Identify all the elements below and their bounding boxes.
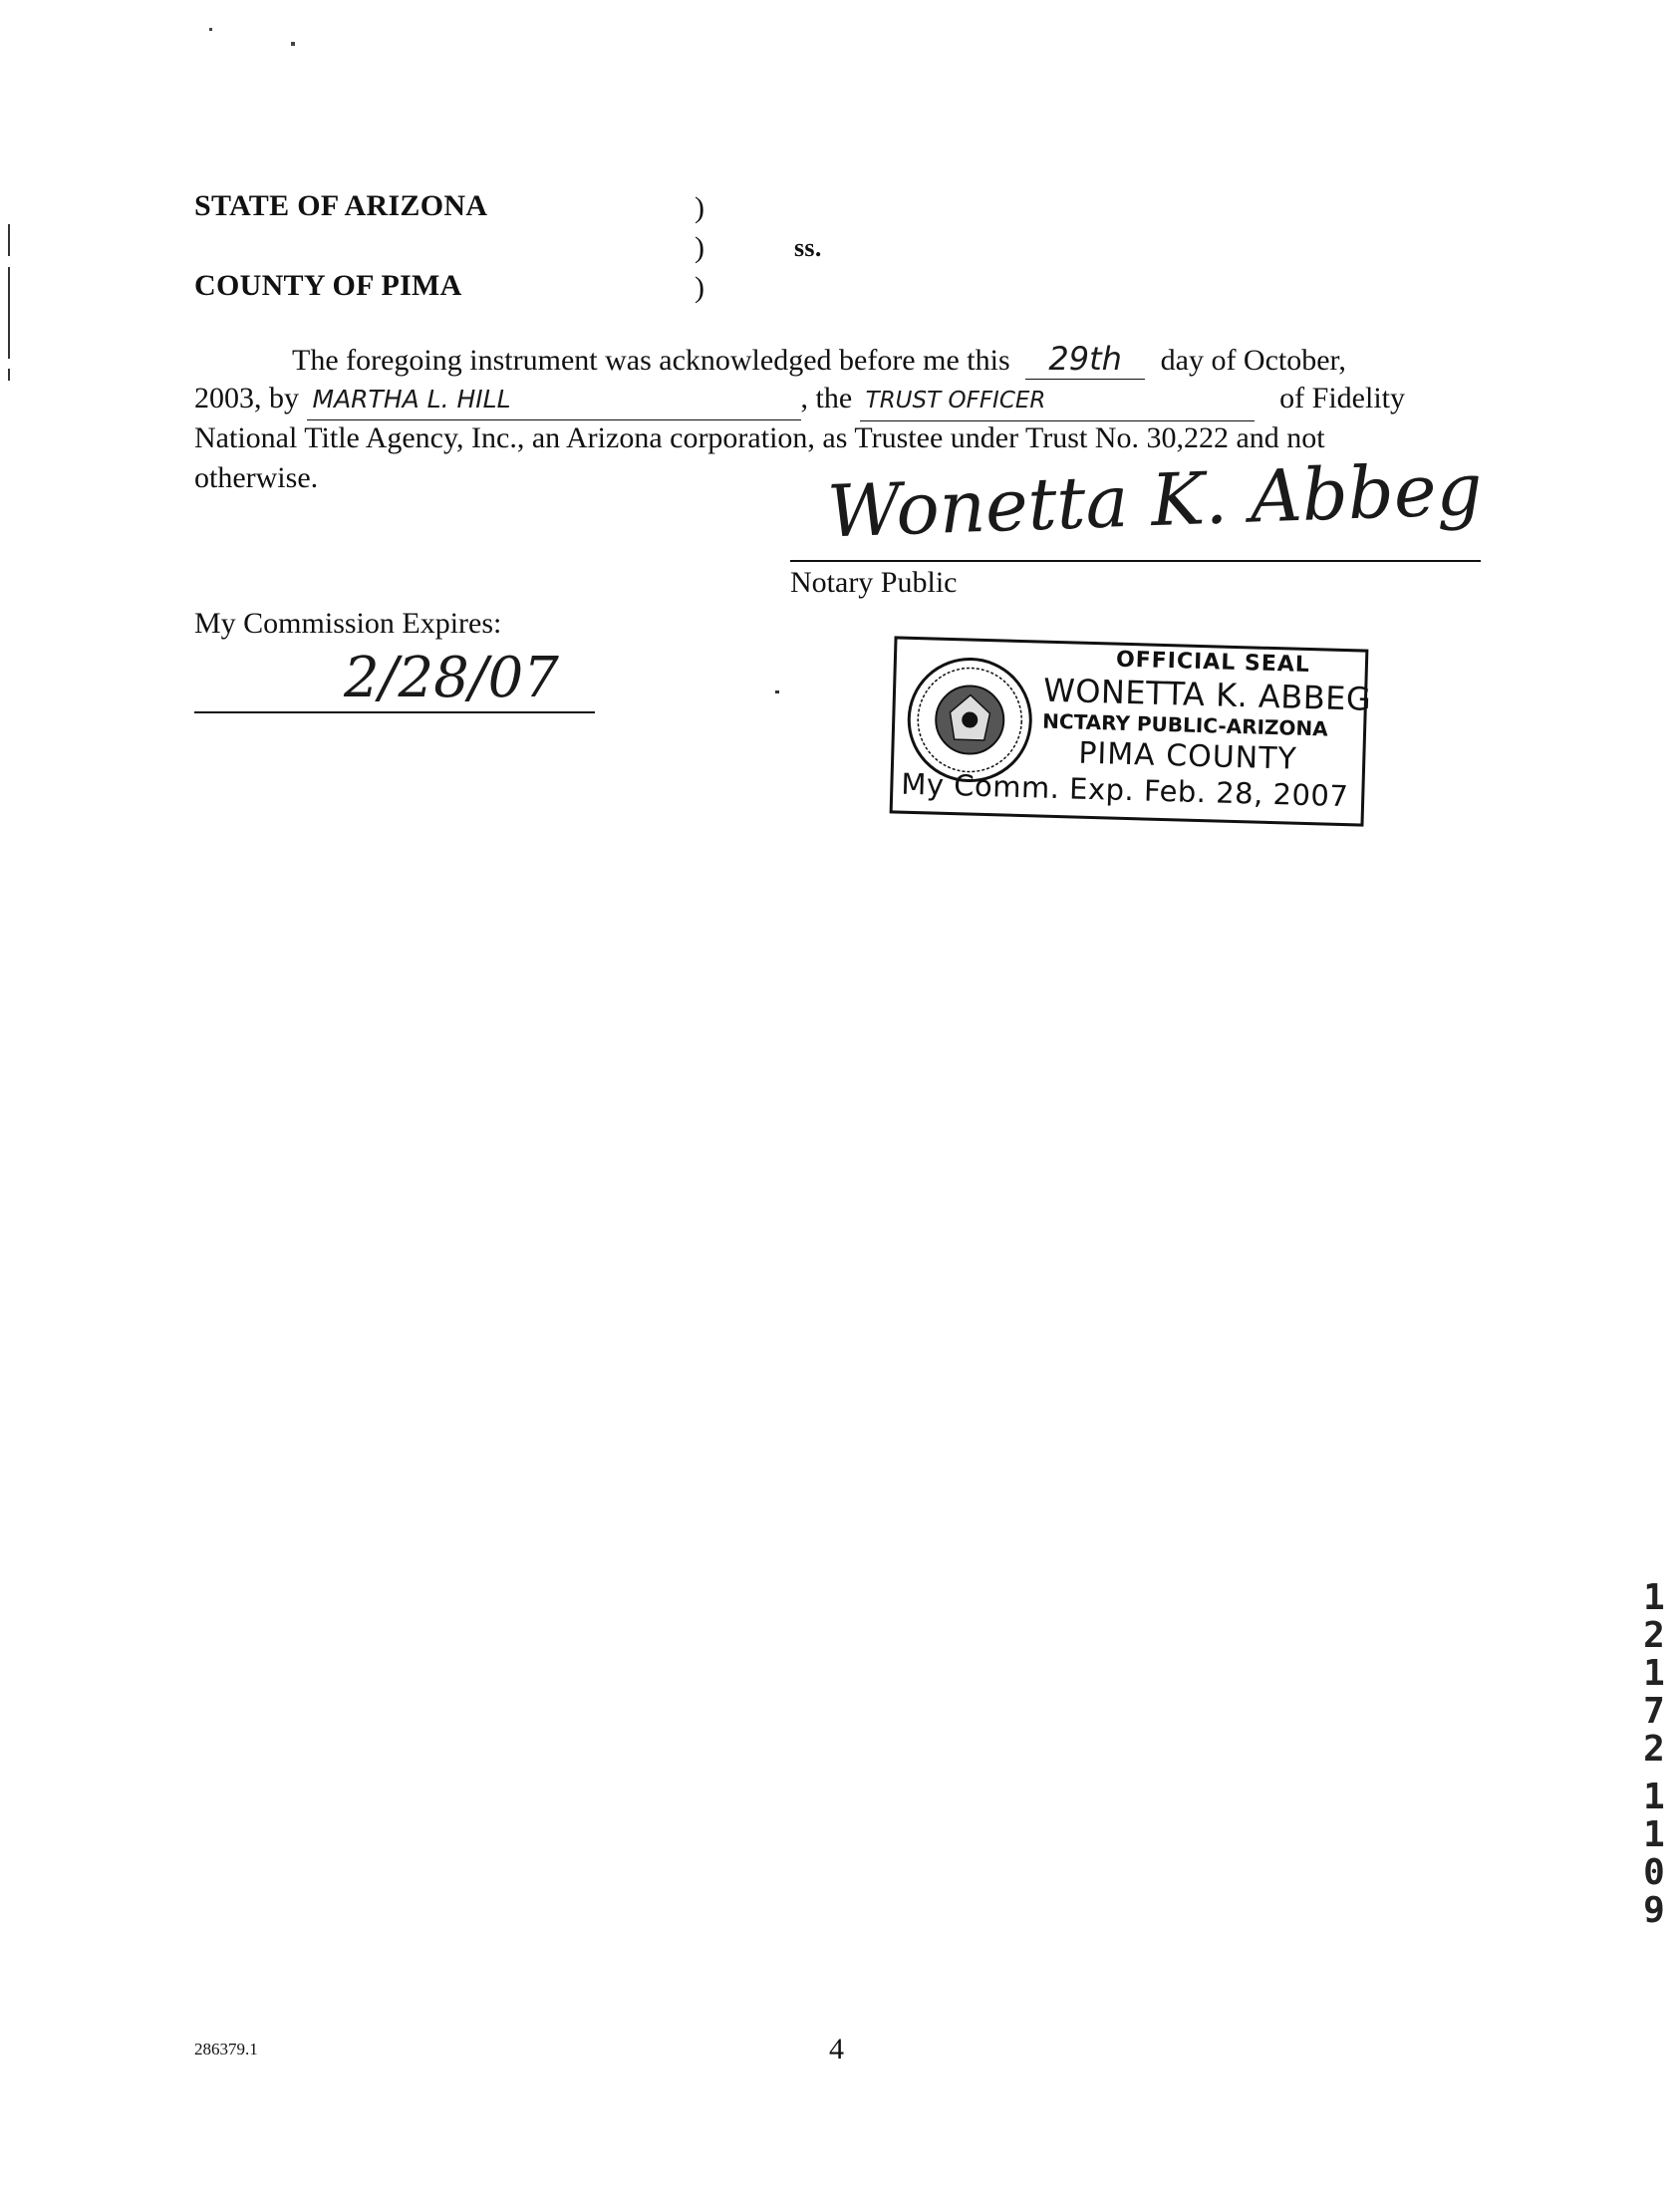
seal-line-3: NCTARY PUBLIC-ARIZONA [1041,708,1329,741]
recording-number-group-2 [1634,1779,1674,1930]
commission-line [194,711,595,713]
scan-mark [8,224,10,256]
ack-line-3: National Title Agency, Inc., an Arizona corporation, as Trustee under Trust No. 30,222 and not [194,421,1325,454]
scan-mark [8,369,10,381]
seal-line-5: My Comm. Exp. Feb. 28, 2007 [900,766,1349,814]
recording-digit: 2 [1643,1729,1665,1770]
ack-line-2 [194,379,1500,421]
recording-number-group-1 [1634,1579,1674,1769]
ack-text: , the [800,382,853,414]
recording-digit: 1 [1643,1814,1665,1855]
ack-line-1 [194,339,1490,381]
ack-text: 2003, by [194,382,299,414]
scan-dot [291,42,295,46]
signature-line [790,560,1481,562]
scan-mark [8,267,10,359]
venue-paren: ) [695,271,704,304]
scan-dot [209,28,212,31]
document-id: 286379.1 [194,2040,258,2059]
recording-digit: 1 [1643,1777,1665,1817]
stray-mark [775,690,779,693]
ack-text: day of October, [1160,344,1346,377]
venue-county: COUNTY OF PIMA [194,269,462,302]
commission-label: My Commission Expires: [194,607,502,640]
recording-digit: 9 [1643,1890,1665,1931]
recording-digit: 1 [1643,1577,1665,1618]
recording-digit: 2 [1643,1615,1665,1656]
seal-line-1: OFFICIAL SEAL [1115,647,1311,679]
ack-text: of Fidelity [1279,382,1405,414]
venue-state: STATE OF ARIZONA [194,189,488,222]
recording-digit: 7 [1643,1691,1665,1732]
seal-line-4: PIMA COUNTY [1077,735,1298,777]
recording-digit: 0 [1643,1852,1665,1893]
venue-paren: ) [695,191,704,224]
ack-text: The foregoing instrument was acknowledged before me this [292,344,1010,377]
notary-signature: Wonetta K. Abbeg [825,446,1484,554]
seal-line-2: WONETTA K. ABBEG [1042,671,1372,718]
venue-ss: ss. [794,233,822,262]
recording-digit: 1 [1643,1653,1665,1694]
ack-day-handwritten: 29th [1025,339,1145,380]
commission-date-handwritten: 2/28/07 [344,646,559,710]
ack-title-handwritten: TRUST OFFICER [860,381,1255,421]
official-seal-stamp [890,636,1372,826]
venue-paren: ) [695,231,704,264]
ack-name-handwritten: MARTHA L. HILL [307,380,801,420]
notary-public-label: Notary Public [790,566,958,599]
page-number: 4 [829,2033,844,2065]
ack-line-4: otherwise. [194,461,319,494]
